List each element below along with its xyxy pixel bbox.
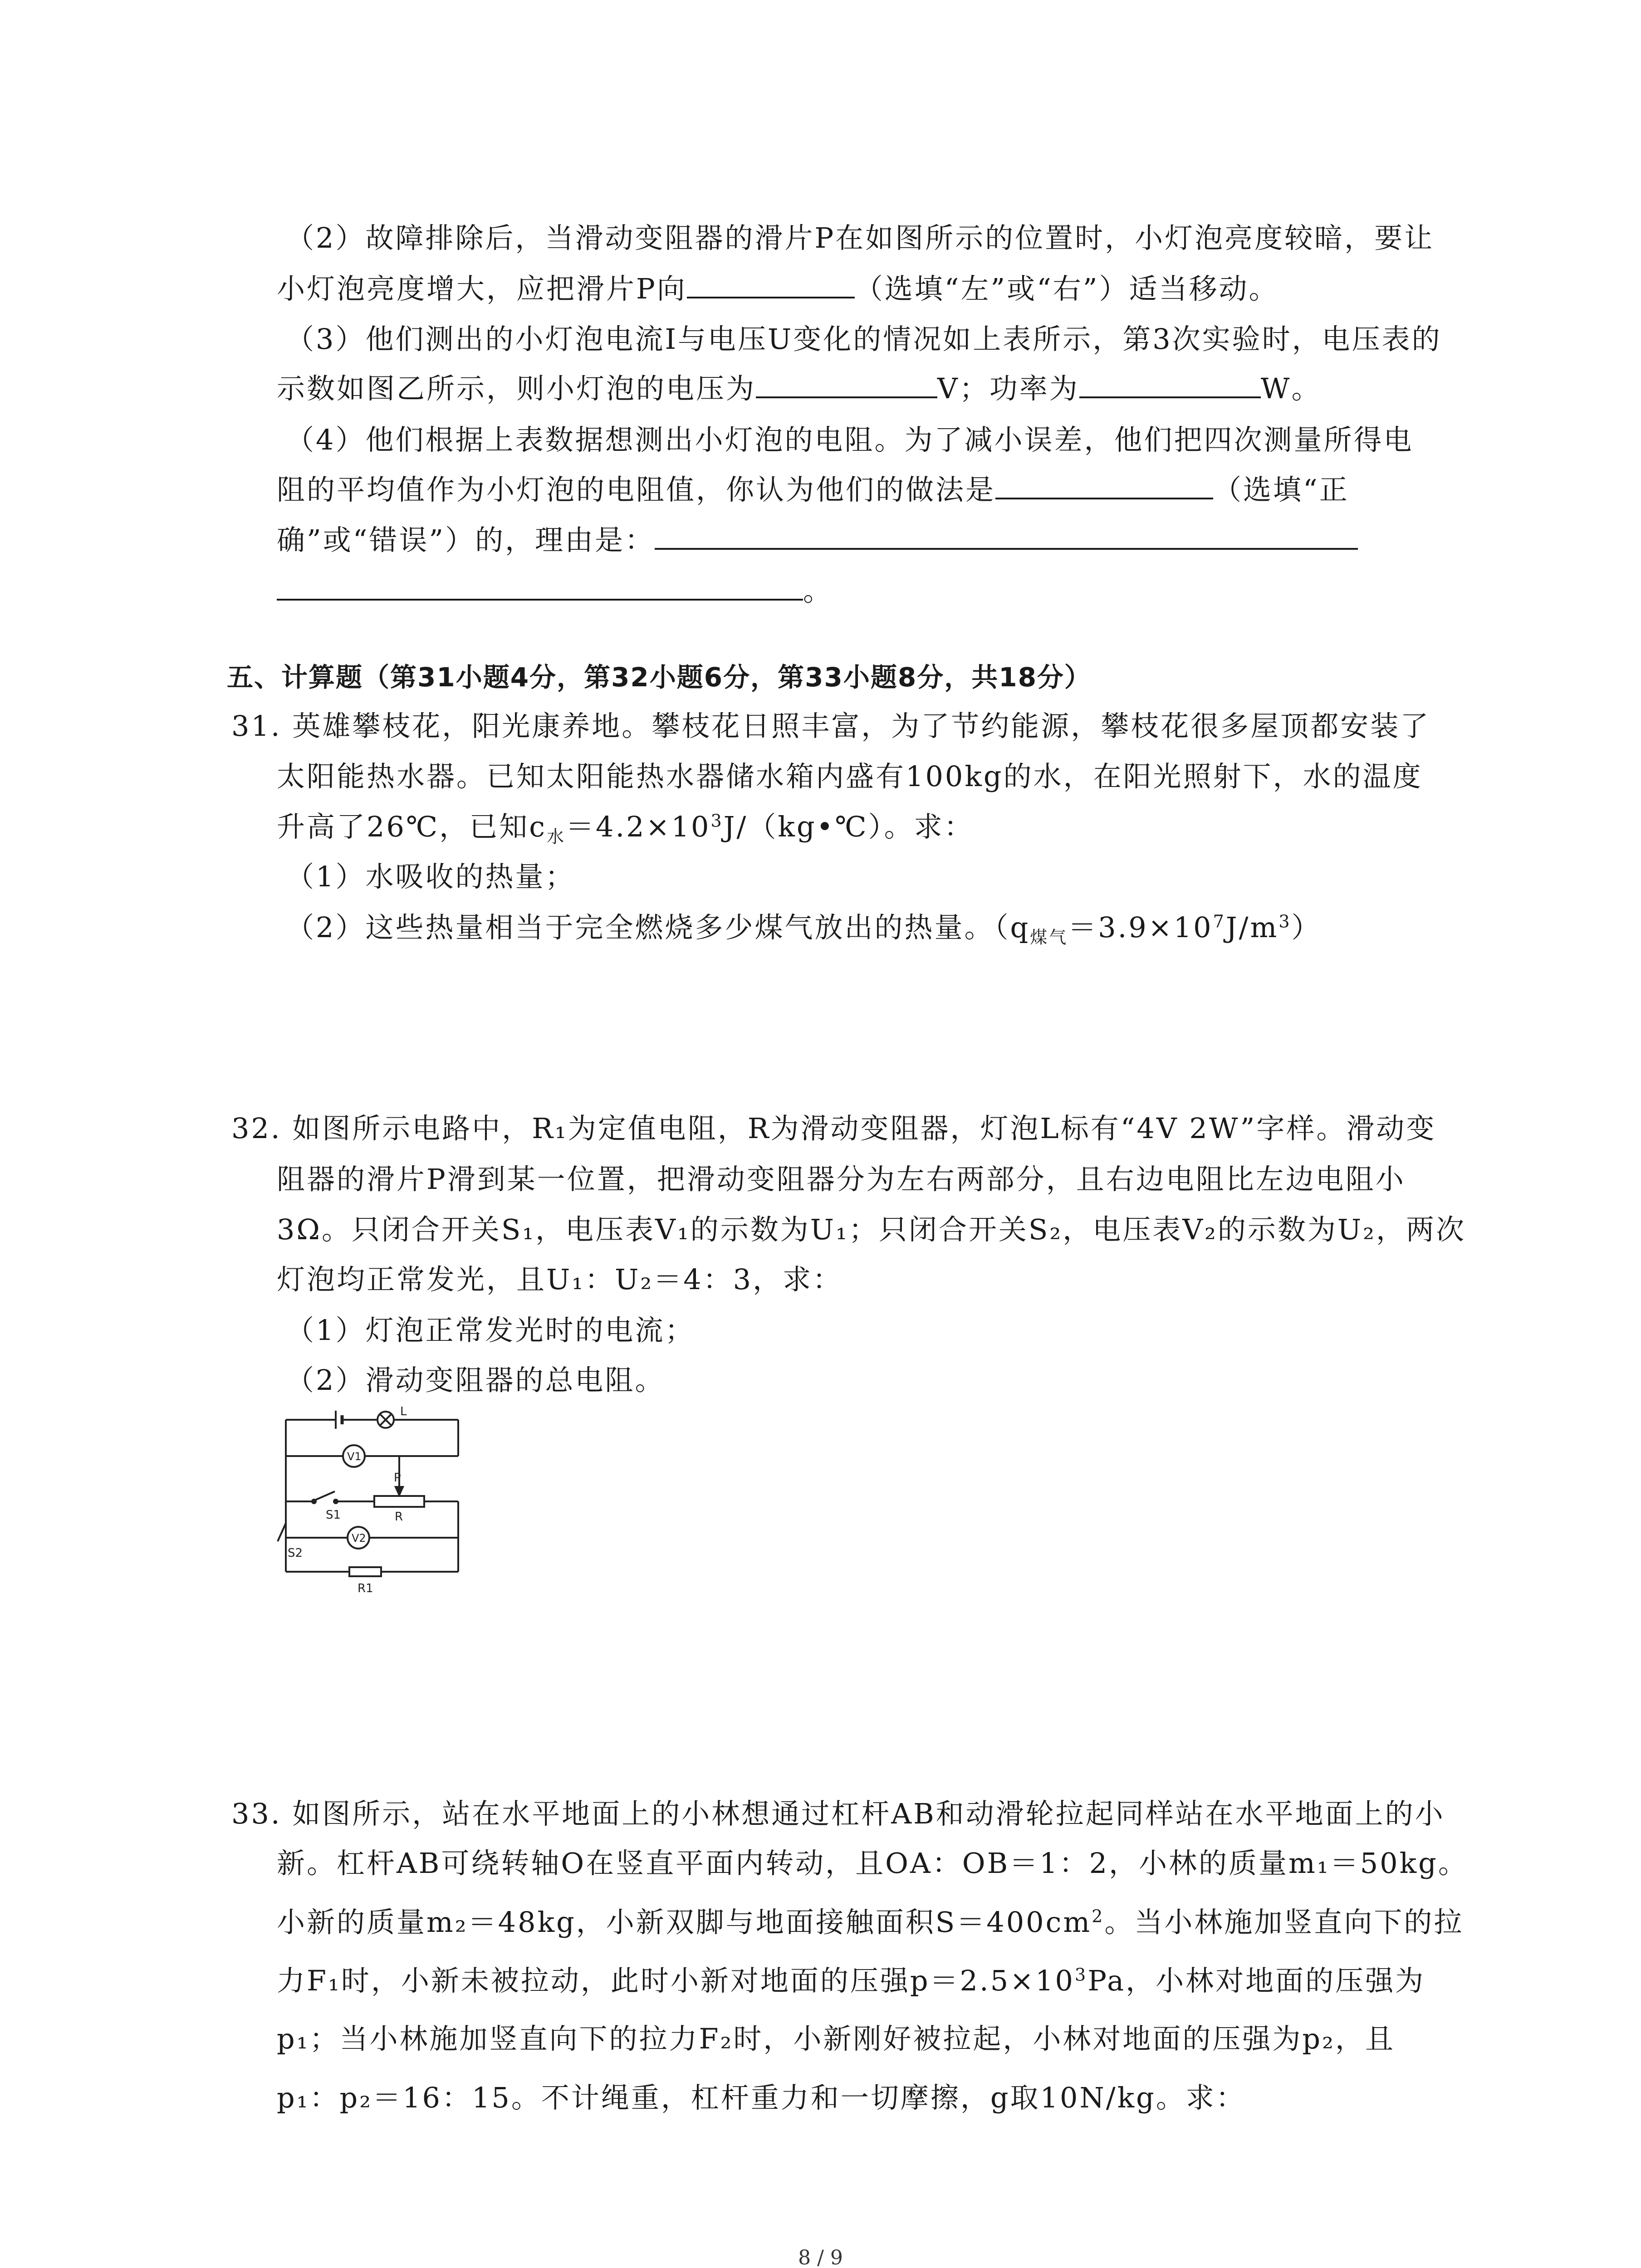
part4-line2-text-a: 阻的平均值作为小灯泡的电阻值，你认为他们的做法是 <box>277 473 996 506</box>
q31-line3-c: J/（kg•℃）。求： <box>723 810 974 843</box>
q31-sub2-sub: 煤气 <box>1030 927 1068 948</box>
q33-line4 <box>277 1960 1425 2001</box>
part3-line1: （3）他们测出的小灯泡电流I与电压U变化的情况如上表所示，第3次实验时，电压表的 <box>286 323 1442 356</box>
part3-line2-text-c: W。 <box>1260 372 1322 405</box>
label-r1: R1 <box>358 1582 373 1595</box>
part3-line2-text-b: V；功率为 <box>937 372 1079 405</box>
q32-line3: 3Ω。只闭合开关S₁，电压表V₁的示数为U₁；只闭合开关S₂，电压表V₂的示数为U₂，两次 <box>277 1213 1466 1246</box>
circuit-diagram <box>272 1406 472 1615</box>
rheostat-r-icon <box>374 1496 424 1507</box>
q32-line2: 阻器的滑片P滑到某一位置，把滑动变阻器分为左右两部分，且右边电阻比左边电阻小 <box>277 1163 1406 1196</box>
label-v2: V2 <box>352 1532 366 1545</box>
part4-line4 <box>277 571 833 611</box>
q31-line3-a: 升高了26℃，已知c <box>277 810 547 843</box>
q33-line3-b: 。当小林施加竖直向下的拉 <box>1104 1906 1464 1939</box>
part3-line2 <box>277 368 1322 409</box>
part4-line2 <box>277 469 1349 510</box>
q31-sub2-sup2: 3 <box>1279 911 1292 932</box>
q31-line3 <box>277 807 974 847</box>
switch-s1-contact <box>312 1500 316 1503</box>
q31-line3-sub: 水 <box>546 826 566 847</box>
q31-line3-b: ＝4.2×10 <box>566 810 711 843</box>
label-r: R <box>395 1510 403 1524</box>
answer-blank-reason-2[interactable] <box>277 571 803 601</box>
part4-line3-text: 确”或“错误”）的，理由是： <box>277 523 655 557</box>
answer-blank-direction[interactable] <box>687 269 855 298</box>
q33-line3 <box>277 1902 1464 1943</box>
q32-line4: 灯泡均正常发光，且U₁：U₂＝4：3，求： <box>277 1263 843 1296</box>
answer-blank-reason-1[interactable] <box>655 520 1358 550</box>
q33-line1: 33. 如图所示，站在水平地面上的小林想通过杠杆AB和动滑轮拉起同样站在水平地面上的小 <box>231 1797 1445 1830</box>
label-s2: S2 <box>288 1546 303 1560</box>
answer-blank-power[interactable] <box>1079 368 1261 398</box>
switch-s2-blade <box>278 1523 286 1541</box>
part3-line2-text-a: 示数如图乙所示，则小灯泡的电压为 <box>277 372 756 405</box>
part4-line2-text-b: （选填“正 <box>1213 473 1349 506</box>
label-l: L <box>400 1406 407 1418</box>
q33-line5: p₁；当小林施加竖直向下的拉力F₂时，小新刚好被拉起，小林对地面的压强为p₂，且 <box>277 2022 1395 2055</box>
q31-subquestion1: （1）水吸收的热量； <box>286 860 575 893</box>
q33-line4-b: Pa，小林对地面的压强为 <box>1087 1964 1425 1997</box>
slider-arrow-icon <box>396 1487 403 1495</box>
part4-line4-end: 。 <box>803 574 833 607</box>
answer-blank-voltage[interactable] <box>756 368 937 398</box>
q33-line3-a: 小新的质量m₂＝48kg，小新双脚与地面接触面积S＝400cm <box>277 1906 1092 1939</box>
q33-line2: 新。杠杆AB可绕转轴O在竖直平面内转动，且OA：OB＝1：2，小林的质量m₁＝50kg。 <box>277 1847 1468 1880</box>
q31-line2: 太阳能热水器。已知太阳能热水器储水箱内盛有100kg的水，在阳光照射下，水的温度 <box>277 760 1423 793</box>
q32-line1: 32. 如图所示电路中，R₁为定值电阻，R为滑动变阻器，灯泡L标有“4V 2W”字样。滑动变 <box>231 1112 1436 1145</box>
q33-line4-a: 力F₁时，小新未被拉动，此时小新对地面的压强p＝2.5×10 <box>277 1964 1075 1997</box>
resistor-r1-icon <box>349 1567 381 1576</box>
label-s1: S1 <box>326 1508 341 1522</box>
page-number: 8 / 9 <box>798 2246 843 2268</box>
q31-line1: 31. 英雄攀枝花，阳光康养地。攀枝花日照丰富，为了节约能源，攀枝花很多屋顶都安装了 <box>231 709 1430 743</box>
part2-line2 <box>277 269 1279 309</box>
q33-line6: p₁：p₂＝16：15。不计绳重，杠杆重力和一切摩擦，g取10N/kg。求： <box>277 2081 1246 2114</box>
q31-sub2-c: J/m <box>1225 911 1279 944</box>
part4-line1: （4）他们根据上表数据想测出小灯泡的电阻。为了减小误差，他们把四次测量所得电 <box>286 423 1414 456</box>
q31-sub2-a: （2）这些热量相当于完全燃烧多少煤气放出的热量。（q <box>286 911 1030 944</box>
part4-line3 <box>277 520 1358 561</box>
q31-line3-sup: 3 <box>710 811 724 831</box>
label-p: P <box>394 1471 401 1485</box>
q32-subquestion2: （2）滑动变阻器的总电阻。 <box>286 1364 665 1397</box>
section5-heading: 五、计算题（第31小题4分，第32小题6分，第33小题8分，共18分） <box>227 662 1092 693</box>
q32-subquestion1: （1）灯泡正常发光时的电流； <box>286 1314 695 1347</box>
q31-sub2-b: ＝3.9×10 <box>1068 911 1213 944</box>
part2-line2-text-b: （选填“左”或“右”）适当移动。 <box>854 272 1279 305</box>
answer-blank-correctness[interactable] <box>995 469 1213 499</box>
label-v1: V1 <box>347 1450 362 1463</box>
q33-line3-sup: 2 <box>1092 1906 1105 1926</box>
switch-s1-blade <box>314 1491 335 1501</box>
q31-subquestion2 <box>286 907 1322 948</box>
q33-line4-sup: 3 <box>1075 1965 1088 1985</box>
part2-line2-text-a: 小灯泡亮度增大，应把滑片P向 <box>277 272 687 305</box>
q31-sub2-sup: 7 <box>1213 911 1226 932</box>
q31-sub2-d: ） <box>1291 911 1322 944</box>
part2-line1: （2）故障排除后，当滑动变阻器的滑片P在如图所示的位置时，小灯泡亮度较暗，要让 <box>286 221 1435 254</box>
